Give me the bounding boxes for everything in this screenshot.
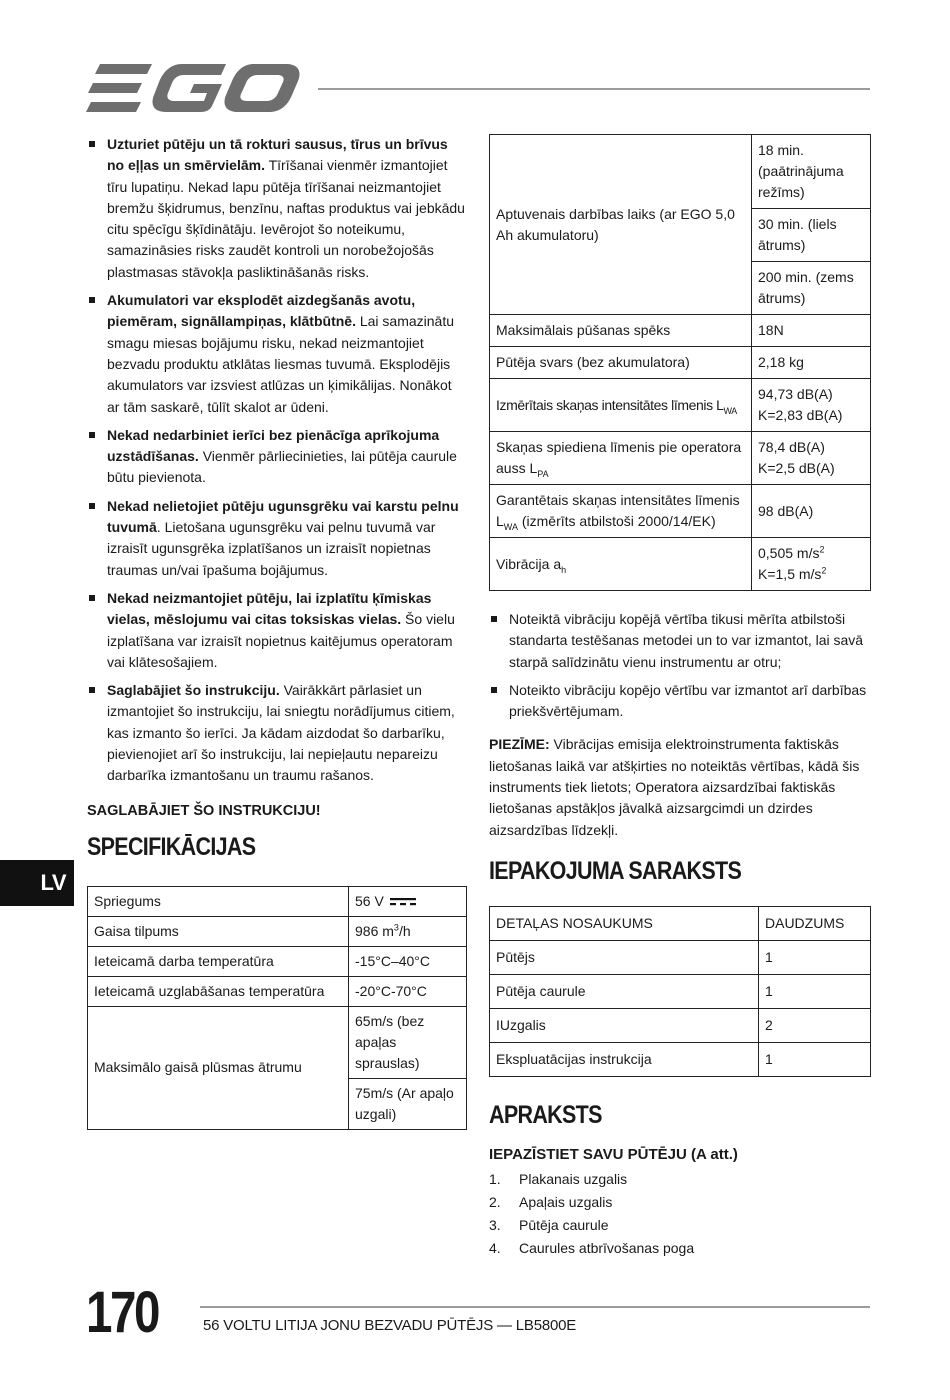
vibration-bullet: Noteiktā vibrāciju kopējā vērtība tikusi mērīta atbilstoši standarta testēšanas metodei un to var izmantot, lai savā starpā salīdzinātu vienu instrumentu ar otru; bbox=[489, 609, 871, 673]
list-item: 2. Apaļais uzgalis bbox=[489, 1193, 613, 1210]
list-item: 3. Pūtēja caurule bbox=[489, 1216, 609, 1233]
voltage-label: Spriegums bbox=[88, 886, 349, 916]
runtime-value-2: 30 min. (liels ātrums) bbox=[752, 209, 871, 262]
language-tab-lv: LV bbox=[0, 860, 74, 906]
left-column bbox=[87, 134, 467, 1130]
part-name: Pūtējs bbox=[490, 940, 759, 974]
ego-logo bbox=[86, 62, 300, 114]
max-speed-label: Maksimālo gaisā plūsmas ātrumu bbox=[88, 1006, 349, 1129]
column-header-quantity: DAUDZUMS bbox=[759, 906, 871, 940]
voltage-value: 56 V bbox=[349, 886, 467, 916]
table-row bbox=[490, 1042, 871, 1076]
air-volume-value: 986 $m^3/h$ bbox=[349, 916, 467, 946]
save-instructions-note: SAGLABĀJIET ŠO INSTRUKCIJU! bbox=[87, 802, 321, 819]
storage-temp-label: Ieteicamā uzglabāšanas temperatūra bbox=[88, 976, 349, 1006]
runtime-value-1: 18 min. (paātrinājuma režīms) bbox=[752, 135, 871, 209]
header-rule bbox=[318, 88, 870, 90]
table-row bbox=[490, 315, 871, 347]
spec-table-left bbox=[87, 886, 467, 1130]
weight-label: Pūtēja svars (bez akumulatora) bbox=[490, 347, 752, 379]
force-value: 18N bbox=[752, 315, 871, 347]
safety-bullet-list bbox=[87, 134, 467, 787]
table-row bbox=[490, 347, 871, 379]
footer-product-title: 56 VOLTU LITIJA JONU BEZVADU PŪTĒJS — LB5800E bbox=[203, 1317, 577, 1334]
runtime-value-3: 200 min. (zems ātrums) bbox=[752, 262, 871, 315]
packing-section-title: IEPAKOJUMA SARAKSTS bbox=[489, 856, 742, 885]
part-quantity: 1 bbox=[759, 1042, 871, 1076]
packing-table bbox=[489, 906, 871, 1077]
safety-bullet: Nekad nelietojiet pūtēju ugunsgrēku vai karstu pelnu tuvumā. Lietošana ugunsgrēku vai pelnu tuvumā var izraisīt ugunsgrēka izplatīšanos un izraisīt nopietnas traumas un/vai īpašuma bojājumus. bbox=[87, 496, 467, 581]
air-volume-label: Gaisa tilpums bbox=[88, 916, 349, 946]
max-speed-value-1: 65m/s (bez apaļas sprauslas) bbox=[349, 1006, 467, 1078]
runtime-label: Aptuvenais darbības laiks (ar EGO 5,0 Ah akumulatoru) bbox=[490, 135, 752, 315]
storage-temp-value: -20°C-70°C bbox=[349, 976, 467, 1006]
part-quantity: 1 bbox=[759, 974, 871, 1008]
vibration-bullet: Noteikto vibrāciju kopējo vērtību var izmantot arī darbības priekšvērtējumam. bbox=[489, 680, 871, 723]
table-row bbox=[490, 432, 871, 485]
description-section-title: APRAKSTS bbox=[489, 1100, 602, 1129]
vibration-label: Vibrācija $a_h$ bbox=[490, 538, 752, 591]
table-row bbox=[490, 379, 871, 432]
safety-bullet: Nekad nedarbiniet ierīci bez pienācīga aprīkojuma uzstādīšanas. Vienmēr pārliecinieties, lai pūtēja caurule būtu pievienota. bbox=[87, 425, 467, 489]
table-row bbox=[88, 946, 467, 976]
table-row bbox=[88, 976, 467, 1006]
vibration-bullet-list bbox=[489, 609, 871, 722]
spec-table-right bbox=[489, 134, 871, 591]
safety-bullet: Nekad neizmantojiet pūtēju, lai izplatītu ķīmiskas vielas, mēslojumu vai citas toksiskas vielas. Šo vielu izplatīšana var izraisīt nopietnus kaitējumus operatoram vai klātesošajiem. bbox=[87, 588, 467, 673]
max-speed-value-2: 75m/s (Ar apaļo uzgali) bbox=[349, 1078, 467, 1129]
lwa-label: Izmērītais skaņas intensitātes līmenis $L_{WA}$ bbox=[490, 379, 752, 432]
guaranteed-value: 98 dB(A) bbox=[752, 485, 871, 538]
table-row bbox=[490, 538, 871, 591]
lpa-value: 78,4 dB(A) K=2,5 dB(A) bbox=[752, 432, 871, 485]
safety-bullet: Saglabājiet šo instrukciju. Vairākkārt pārlasiet un izmantojiet šo instrukciju, lai sniegtu norādījumus citiem, kas izmanto šo ierīci. Ja kādam aizdodat šo darbarīku, pievienojiet arī šo instrukciju, lai nepieļautu nepareizu darbarīka izmantošanu un traumu rašanos. bbox=[87, 680, 467, 786]
safety-bullet: Akumulatori var eksplodēt aizdegšanās avotu, piemēram, signāllampiņas, klātbūtnē. Lai samazinātu smagu miesas bojājumu risku, nekad neizmantojiet bezvadu produktu atklātas liesmas tuvumā. Eksplodējis akumulators var izsviest atlūzas un ķimikālijas. Nonākot ar tām saskarē, tūlīt skalot ar ūdeni. bbox=[87, 290, 467, 418]
vibration-note: PIEZĪME: Vibrācijas emisija elektroinstrumenta faktiskās lietošanas laikā var atšķirties no noteiktās vērtības, kādā šis instruments tiek lietots; Operatora aizsardzībai faktiskās lietošanas apstākļos jāvalkā aizsargcimdi un dzirdes aizsardzības līdzekļi. bbox=[489, 736, 860, 838]
part-name: Ekspluatācijas instrukcija bbox=[490, 1042, 759, 1076]
part-name: Pūtēja caurule bbox=[490, 974, 759, 1008]
weight-value: 2,18 kg bbox=[752, 347, 871, 379]
table-row bbox=[88, 916, 467, 946]
table-row bbox=[490, 940, 871, 974]
list-item: 1. Plakanais uzgalis bbox=[489, 1170, 628, 1187]
part-name: IUzgalis bbox=[490, 1008, 759, 1042]
table-row bbox=[490, 1008, 871, 1042]
table-row bbox=[88, 886, 467, 916]
footer-rule bbox=[200, 1306, 870, 1308]
parts-list bbox=[489, 1168, 871, 1260]
lpa-label: Skaņas spiediena līmenis pie operatora auss $L_{PA}$ bbox=[490, 432, 752, 485]
right-column bbox=[489, 134, 871, 1260]
vibration-value: 0,505 $m/s^2$ K=1,5 $m/s^2$ bbox=[752, 538, 871, 591]
spec-section-title: SPECIFIKĀCIJAS bbox=[87, 832, 256, 861]
force-label: Maksimālais pūšanas spēks bbox=[490, 315, 752, 347]
guaranteed-label: Garantētais skaņas intensitātes līmenis $L_{WA}$ (izmērīts atbilstoši 2000/14/EK) bbox=[490, 485, 752, 538]
column-header-part-name: DETAĻAS NOSAUKUMS bbox=[490, 906, 759, 940]
work-temp-value: -15°C–40°C bbox=[349, 946, 467, 976]
table-row bbox=[490, 135, 871, 209]
table-header-row bbox=[490, 906, 871, 940]
part-quantity: 1 bbox=[759, 940, 871, 974]
table-row bbox=[490, 974, 871, 1008]
work-temp-label: Ieteicamā darba temperatūra bbox=[88, 946, 349, 976]
page-number: 170 bbox=[86, 1280, 158, 1345]
know-your-blower-title: IEPAZĪSTIET SAVU PŪTĒJU (A att.) bbox=[489, 1145, 738, 1163]
table-row bbox=[490, 485, 871, 538]
part-quantity: 2 bbox=[759, 1008, 871, 1042]
dc-symbol-icon bbox=[390, 897, 416, 907]
lwa-value: 94,73 dB(A) K=2,83 dB(A) bbox=[752, 379, 871, 432]
table-row bbox=[88, 1006, 467, 1078]
safety-bullet: Uzturiet pūtēju un tā rokturi sausus, tīrus un brīvus no eļļas un smērvielām. Tīrīšanai vienmēr izmantojiet tīru lupatiņu. Nekad lapu pūtēja tīrīšanai neizmantojiet bremžu šķidrumus, benzīnu, naftas produktus vai jebkādu citu spēcīgu šķīdinātāju. Ievērojot šo noteikumu, samazināsies risks zaudēt kontroli un norobežojošās plastmasas stāvokļa pasliktināšanās risks. bbox=[87, 134, 467, 283]
list-item: 4. Caurules atbrīvošanas poga bbox=[489, 1239, 695, 1256]
